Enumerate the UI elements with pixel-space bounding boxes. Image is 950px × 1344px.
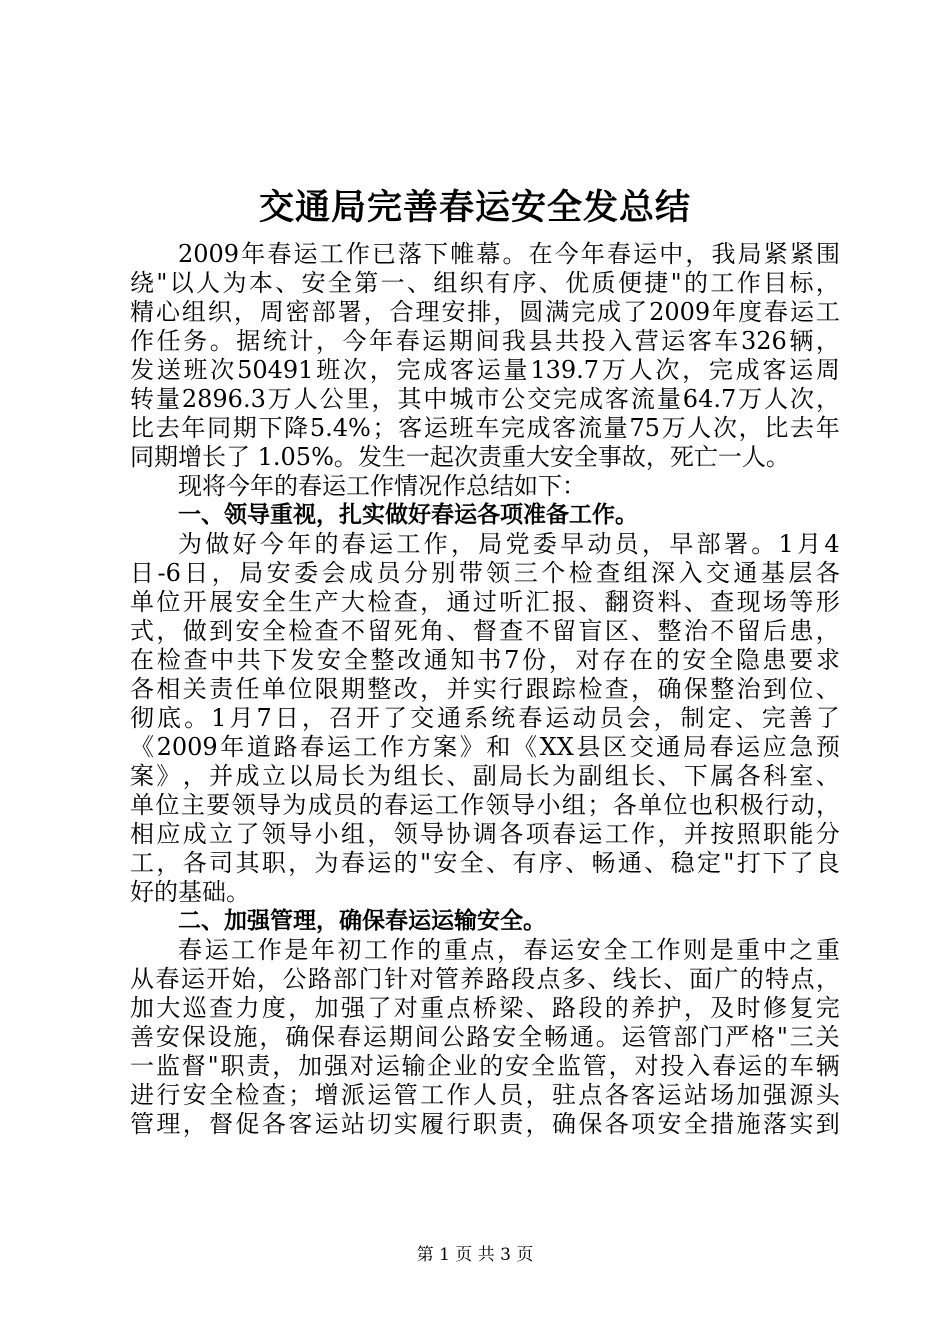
text-line: 好的基础。 [130,878,250,906]
text-line: 在 检 查 中 共 下 发 安 全 整 改 通 知 书 7 份 ， 对 存 在 的 安 全 隐 患 要 求 [130,646,840,674]
text-line: 彻 底 。 1 月 7 日 ， 召 开 了 交 通 系 统 春 运 动 员 会 ， 制 定 、 完 善 了 [130,704,840,732]
text-line: 相 应 成 立 了 领 导 小 组 ， 领 导 协 调 各 项 春 运 工 作 ， 并 按 照 职 能 分 [130,820,840,848]
text-line: 《 2009 年 道 路 春 运 工 作 方 案 》 和 《 XX 县 区 交 通 局 春 运 应 急 预 [130,733,840,761]
document-body [130,240,840,1139]
text-line: 比 去 年 同 期 下 降 5.4% ； 客 运 班 车 完 成 客 流 量 75 万 人 次 ， 比 去 年 [130,414,840,442]
text-line: 单 位 开 展 安 全 生 产 大 检 查 ， 通 过 听 汇 报 、 翻 资 料 、 查 现 场 等 形 [130,588,840,616]
text-line: 精 心 组 织 ， 周 密 部 署 ， 合 理 安 排 ， 圆 满 完 成 了 2009 年 度 春 运 工 [130,298,840,326]
text-line: 进 行 安 全 检 查 ； 增 派 运 管 工 作 人 员 ， 驻 点 各 客 运 站 场 加 强 源 头 [130,1081,840,1109]
section-heading: 二、加强管理，确保春运运输安全。 [178,908,546,934]
text-line: 单 位 主 要 领 导 为 成 员 的 春 运 工 作 领 导 小 组 ； 各 单 位 也 积 极 行 动 ， [130,791,840,819]
text-line: 2009 年 春 运 工 作 已 落 下 帷 幕 。 在 今 年 春 运 中 ， 我 局 紧 紧 围 [178,240,840,268]
text-line: 加 大 巡 查 力 度 ， 加 强 了 对 重 点 桥 梁 、 路 段 的 养 护 ， 及 时 修 复 完 [130,994,840,1022]
text-line: 各 相 关 责 任 单 位 限 期 整 改 ， 并 实 行 跟 踪 检 查 ， 确 保 整 治 到 位 、 [130,675,840,703]
text-line: 管 理 ， 督 促 各 客 运 站 切 实 履 行 职 责 ， 确 保 各 项 安 全 措 施 落 实 到 [130,1110,840,1138]
text-line: 现将今年的春运工作情况作总结如下： [178,472,586,500]
text-line: 从 春 运 开 始 ， 公 路 部 门 针 对 管 养 路 段 点 多 、 线 长 、 面 广 的 特 点 ， [130,965,840,993]
text-line: 一 监 督 " 职 责 ， 加 强 对 运 输 企 业 的 安 全 监 管 ， 对 投 入 春 运 的 车 辆 [130,1052,840,1080]
text-line: 春 运 工 作 是 年 初 工 作 的 重 点 ， 春 运 安 全 工 作 则 是 重 中 之 重 [178,936,840,964]
text-line: 式 ， 做 到 安 全 检 查 不 留 死 角 、 督 查 不 留 盲 区 、 整 治 不 留 后 患 ， [130,617,840,645]
page-title: 交通局完善春运安全发总结 [258,187,691,228]
text-line: 作 任 务 。 据 统 计 ， 今 年 春 运 期 间 我 县 共 投 入 营 运 客 车 326 辆 ， [130,327,840,355]
page-footer: 第 1 页 共 3 页 [416,1245,534,1265]
text-line: 发 送 班 次 50491 班 次 ， 完 成 客 运 量 139.7 万 人 次 ， 完 成 客 运 周 [130,356,840,384]
text-line: 为 做 好 今 年 的 春 运 工 作 ， 局 党 委 早 动 员 ， 早 部 署 。 1 月 4 [178,530,840,558]
text-line: 同期增长了 1.05%。发生一起次责重大安全事故，死亡一人。 [130,443,790,471]
text-line: 善 安 保 设 施 ， 确 保 春 运 期 间 公 路 安 全 畅 通 。 运 管 部 门 严 格 " 三 关 [130,1023,840,1051]
section-heading: 一、领导重视，扎实做好春运各项准备工作。 [178,502,638,528]
text-line: 案 》 ， 并 成 立 以 局 长 为 组 长 、 副 局 长 为 副 组 长 、 下 属 各 科 室 、 [130,762,840,790]
text-line: 日 -6 日 ， 局 安 委 会 成 员 分 别 带 领 三 个 检 查 组 深 入 交 通 基 层 各 [130,559,840,587]
text-line: 工 ， 各 司 其 职 ， 为 春 运 的 " 安 全 、 有 序 、 畅 通 、 稳 定 " 打 下 了 良 [130,849,840,877]
text-line: 绕 " 以 人 为 本 、 安 全 第 一 、 组 织 有 序 、 优 质 便 捷 " 的 工 作 目 标 ， [130,269,840,297]
text-line: 转 量 2896.3 万 人 公 里 ， 其 中 城 市 公 交 完 成 客 流 量 64.7 万 人 次 ， [130,385,840,413]
